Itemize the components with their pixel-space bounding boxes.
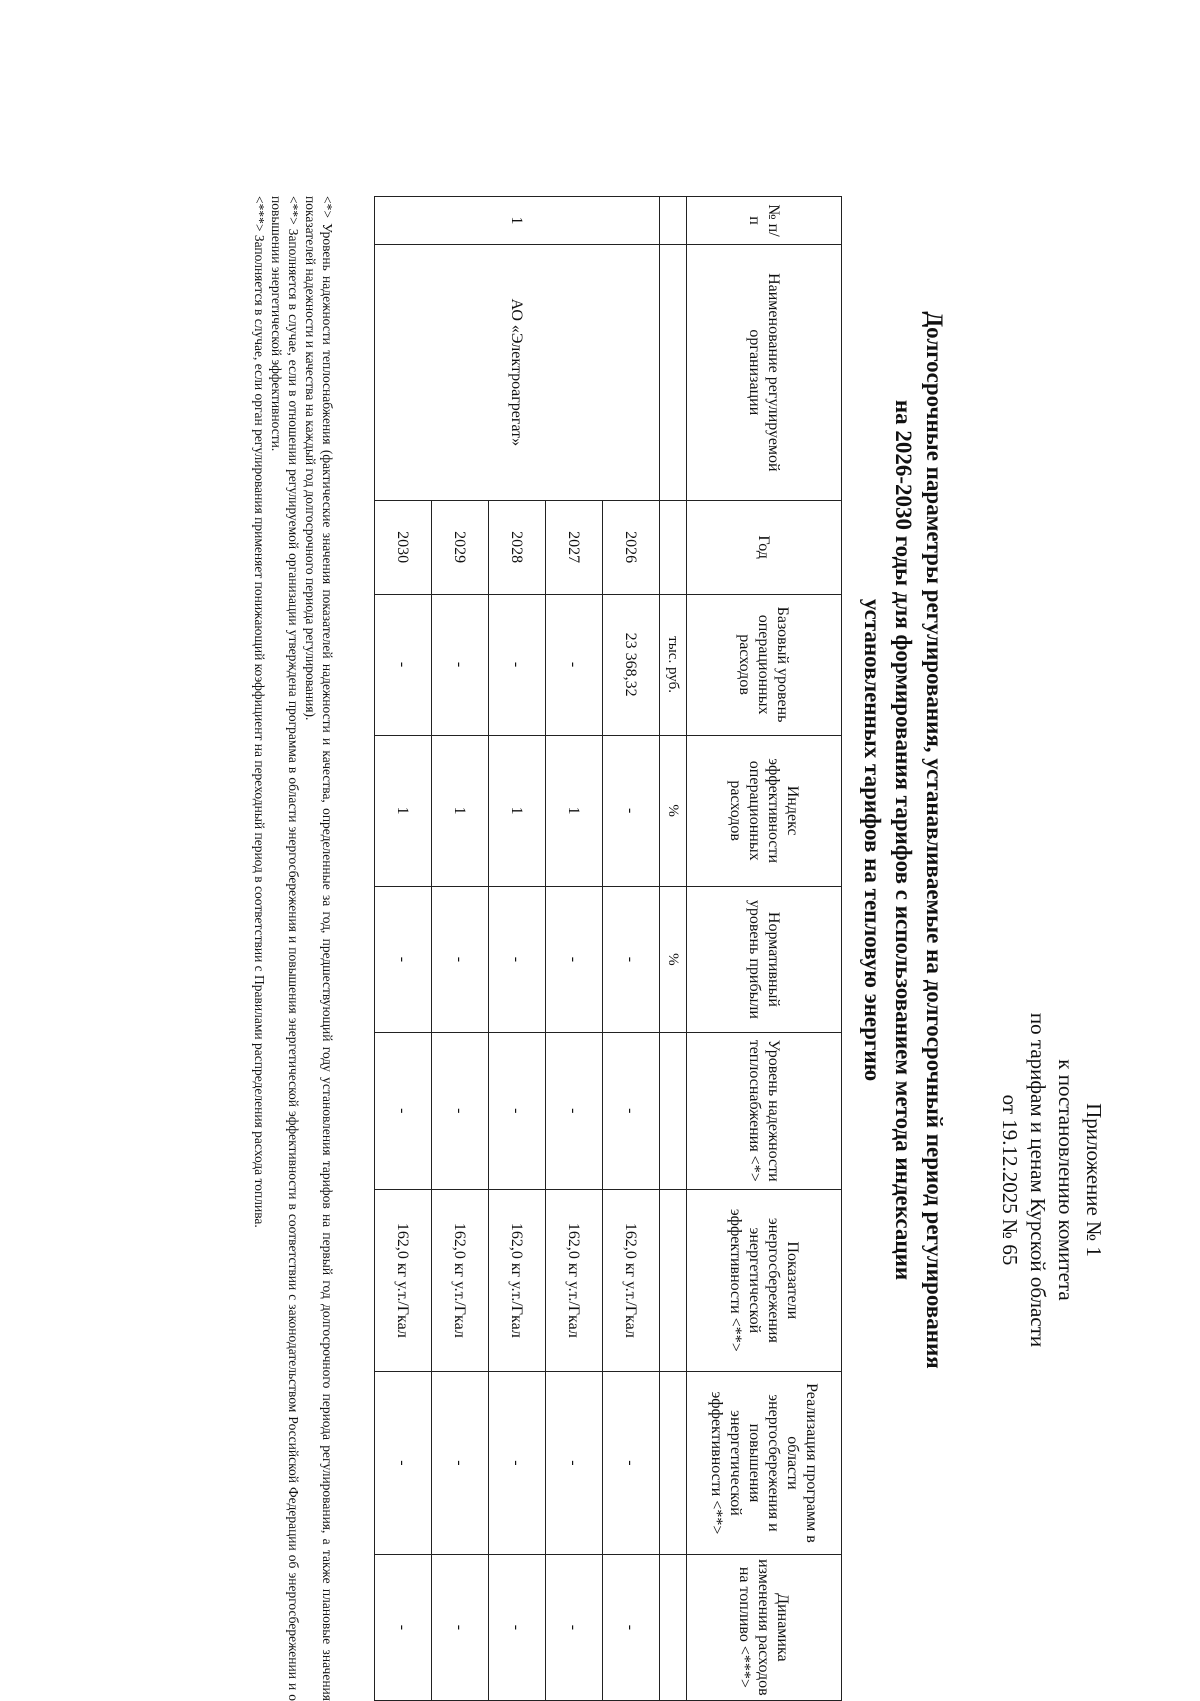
reliability-cell: -	[375, 1032, 432, 1189]
reliability-cell: -	[489, 1032, 546, 1189]
base-cell: -	[375, 594, 432, 735]
header-programs: Реализация программ в области энергосбережения и повышения энергетической эффективности <**>	[687, 1372, 842, 1555]
programs-cell: -	[603, 1372, 660, 1555]
appendix-number: Приложение № 1	[1082, 1103, 1106, 1257]
base-cell: -	[546, 594, 603, 735]
appendix-resolution: к постановлению комитета	[1054, 1059, 1078, 1301]
appendix-date: от 19.12.2025 № 65	[998, 1094, 1022, 1266]
header-org: Наименование регулируемой организации	[687, 245, 842, 501]
energy-cell: 162,0 кг у.т./Гкал	[432, 1189, 489, 1372]
programs-cell: -	[546, 1372, 603, 1555]
index-cell: 1	[432, 735, 489, 886]
units-row	[660, 197, 687, 1701]
table-cell	[660, 1189, 687, 1372]
title-line-1: Долгосрочные параметры регулирования, устанавливаемые на долгосрочный период регулирования	[922, 311, 947, 1369]
appendix-committee: по тарифам и ценам Курской области	[1026, 1012, 1050, 1348]
title-line-3: установленных тарифов на тепловую энергию	[860, 598, 885, 1082]
fuel-cell: -	[432, 1554, 489, 1700]
table-cell	[660, 197, 687, 245]
table-cell	[660, 500, 687, 594]
year-cell: 2030	[375, 500, 432, 594]
footnote-energy-program: <**> Заполняется в случае, если в отношении регулируемой организации утверждена программа в области энергосбережения и повышения энергетической эффективности в соответствии с законодательством Российской Федерации об энергосбережении и о повышении энергетической эффективности.	[269, 196, 301, 1701]
footnote-fuel: <***> Заполняется в случае, если орган регулирования применяет понижающий коэффициент на переходный период в соответствии с Правилами распределения расхода топлива.	[252, 196, 267, 1228]
unit-index: %	[660, 735, 687, 886]
fuel-cell: -	[489, 1554, 546, 1700]
profit-cell: -	[489, 886, 546, 1032]
fuel-cell: -	[546, 1554, 603, 1700]
profit-cell: -	[375, 886, 432, 1032]
header-index: Индекс эффективности операционных расходов	[687, 735, 842, 886]
base-cell: -	[489, 594, 546, 735]
year-cell: 2028	[489, 500, 546, 594]
unit-profit: %	[660, 886, 687, 1032]
base-cell: -	[432, 594, 489, 735]
profit-cell: -	[603, 886, 660, 1032]
index-cell: 1	[489, 735, 546, 886]
index-cell: 1	[375, 735, 432, 886]
programs-cell: -	[489, 1372, 546, 1555]
profit-cell: -	[432, 886, 489, 1032]
fuel-cell: -	[603, 1554, 660, 1700]
header-year: Год	[687, 500, 842, 594]
profit-cell: -	[546, 886, 603, 1032]
energy-cell: 162,0 кг у.т./Гкал	[603, 1189, 660, 1372]
unit-base: тыс. руб.	[660, 594, 687, 735]
table-cell	[660, 1554, 687, 1700]
header-num: № п/п	[687, 197, 842, 245]
programs-cell: -	[375, 1372, 432, 1555]
energy-cell: 162,0 кг у.т./Гкал	[489, 1189, 546, 1372]
energy-cell: 162,0 кг у.т./Гкал	[546, 1189, 603, 1372]
appendix-header	[996, 920, 1108, 1440]
programs-cell: -	[432, 1372, 489, 1555]
index-cell: 1	[546, 735, 603, 886]
base-cell: 23 368,32	[603, 594, 660, 735]
organization-name: АО «Электроагрегат»	[375, 245, 660, 501]
fuel-cell: -	[375, 1554, 432, 1700]
year-cell: 2026	[603, 500, 660, 594]
year-cell: 2029	[432, 500, 489, 594]
header-profit: Нормативный уровень прибыли	[687, 886, 842, 1032]
year-cell: 2027	[546, 500, 603, 594]
table-row	[603, 197, 660, 1701]
reliability-cell: -	[432, 1032, 489, 1189]
reliability-cell: -	[546, 1032, 603, 1189]
energy-cell: 162,0 кг у.т./Гкал	[375, 1189, 432, 1372]
table-cell	[660, 1032, 687, 1189]
table-cell	[660, 1372, 687, 1555]
header-fuel: Динамика изменения расходов на топливо <***>	[687, 1554, 842, 1700]
reliability-cell: -	[603, 1032, 660, 1189]
table-cell	[660, 245, 687, 501]
index-cell: -	[603, 735, 660, 886]
footnotes	[251, 196, 336, 1701]
header-reliability: Уровень надежности теплоснабжения <*>	[687, 1032, 842, 1189]
header-energy: Показатели энергосбережения энергетической эффективности <**>	[687, 1189, 842, 1372]
row-number: 1	[375, 197, 660, 245]
document-title	[857, 240, 950, 1440]
parameters-table	[374, 196, 842, 1701]
title-line-2: на 2026-2030 годы для формирования тарифов с использованием метода индексации	[891, 399, 916, 1281]
header-base: Базовый уровень операционных расходов	[687, 594, 842, 735]
header-row	[687, 197, 842, 1701]
footnote-reliability: <*> Уровень надежности теплоснабжения (фактические значения показателей надежности и качества, определенные за год, предшествующий году установления тарифов на первый год долгосрочного периода регулирования, а также плановые значения показателей надежности и качества на каждый год долгосрочного периода регулирования).	[303, 196, 335, 1701]
